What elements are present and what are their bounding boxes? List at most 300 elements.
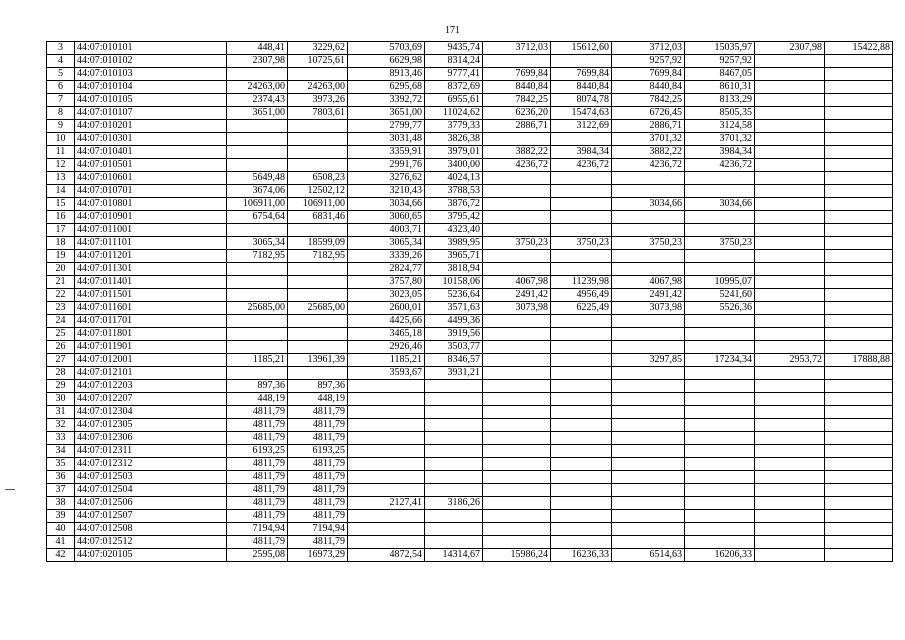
value-cell [483, 471, 551, 484]
cadastral-code-cell: 44:07:011801 [75, 328, 227, 341]
value-cell: 6193,25 [227, 445, 288, 458]
value-cell [483, 315, 551, 328]
value-cell [483, 406, 551, 419]
value-cell: 3065,34 [348, 237, 425, 250]
value-cell: 2926,46 [348, 341, 425, 354]
value-cell [755, 211, 825, 224]
value-cell [551, 484, 612, 497]
value-cell: 3973,26 [288, 94, 348, 107]
value-cell [755, 549, 825, 562]
value-cell: 3124,58 [685, 120, 755, 133]
value-cell: 7182,95 [227, 250, 288, 263]
value-cell [825, 484, 893, 497]
value-cell: 3931,21 [425, 367, 483, 380]
value-cell [755, 419, 825, 432]
value-cell: 3984,34 [685, 146, 755, 159]
value-cell [755, 107, 825, 120]
cadastral-code-cell: 44:07:010401 [75, 146, 227, 159]
value-cell [425, 432, 483, 445]
value-cell: 4811,79 [227, 458, 288, 471]
cadastral-code-cell: 44:07:010102 [75, 55, 227, 68]
value-cell: 16206,33 [685, 549, 755, 562]
table-row [47, 354, 893, 367]
value-cell: 4811,79 [227, 536, 288, 549]
value-cell [551, 328, 612, 341]
value-cell: 4956,49 [551, 289, 612, 302]
value-cell [612, 497, 685, 510]
cadastral-code-cell: 44:07:010104 [75, 81, 227, 94]
value-cell: 5703,69 [348, 42, 425, 55]
row-number-cell: 39 [47, 510, 75, 523]
value-cell [551, 432, 612, 445]
value-cell [348, 419, 425, 432]
table-row [47, 419, 893, 432]
value-cell: 13961,39 [288, 354, 348, 367]
value-cell [755, 523, 825, 536]
value-cell [425, 380, 483, 393]
value-cell: 8467,05 [685, 68, 755, 81]
value-cell [551, 341, 612, 354]
value-cell [483, 523, 551, 536]
value-cell: 3465,18 [348, 328, 425, 341]
value-cell: 8440,84 [612, 81, 685, 94]
value-cell [227, 146, 288, 159]
table-row [47, 55, 893, 68]
value-cell [227, 328, 288, 341]
value-cell [551, 406, 612, 419]
value-cell [755, 237, 825, 250]
value-cell [755, 341, 825, 354]
value-cell: 8133,29 [685, 94, 755, 107]
value-cell: 8074,78 [551, 94, 612, 107]
value-cell: 4811,79 [288, 510, 348, 523]
value-cell: 6193,25 [288, 445, 348, 458]
value-cell [755, 120, 825, 133]
value-cell [612, 367, 685, 380]
value-cell: 3034,66 [612, 198, 685, 211]
value-cell [551, 211, 612, 224]
value-cell: 10158,06 [425, 276, 483, 289]
value-cell: 16973,29 [288, 549, 348, 562]
value-cell [612, 484, 685, 497]
value-cell: 3339,26 [348, 250, 425, 263]
value-cell: 6955,61 [425, 94, 483, 107]
value-cell: 4811,79 [288, 458, 348, 471]
value-cell: 2127,41 [348, 497, 425, 510]
value-cell [755, 445, 825, 458]
value-cell [825, 133, 893, 146]
value-cell: 3788,53 [425, 185, 483, 198]
cadastral-code-cell: 44:07:011201 [75, 250, 227, 263]
value-cell: 9257,92 [685, 55, 755, 68]
table-row [47, 68, 893, 81]
value-cell: 3400,00 [425, 159, 483, 172]
cadastral-code-cell: 44:07:012311 [75, 445, 227, 458]
value-cell [825, 523, 893, 536]
value-cell: 3919,56 [425, 328, 483, 341]
value-cell: 2374,43 [227, 94, 288, 107]
value-cell: 6225,49 [551, 302, 612, 315]
value-cell: 3651,00 [227, 107, 288, 120]
value-cell [612, 328, 685, 341]
value-cell: 3122,69 [551, 120, 612, 133]
value-cell [825, 198, 893, 211]
row-number-cell: 7 [47, 94, 75, 107]
value-cell [425, 510, 483, 523]
value-cell [825, 211, 893, 224]
value-cell [288, 367, 348, 380]
value-cell: 4811,79 [227, 419, 288, 432]
value-cell [551, 55, 612, 68]
value-cell [825, 315, 893, 328]
value-cell [685, 367, 755, 380]
cadastral-code-cell: 44:07:011101 [75, 237, 227, 250]
value-cell [825, 276, 893, 289]
value-cell [685, 224, 755, 237]
value-cell [612, 185, 685, 198]
value-cell [483, 250, 551, 263]
value-cell: 448,41 [227, 42, 288, 55]
value-cell: 7699,84 [612, 68, 685, 81]
value-cell: 10995,07 [685, 276, 755, 289]
value-cell: 25685,00 [288, 302, 348, 315]
value-cell: 6629,98 [348, 55, 425, 68]
cadastral-code-cell: 44:07:010501 [75, 159, 227, 172]
value-cell [825, 406, 893, 419]
value-cell: 4811,79 [227, 432, 288, 445]
value-cell: 3965,71 [425, 250, 483, 263]
value-cell [483, 393, 551, 406]
value-cell: 3031,48 [348, 133, 425, 146]
value-cell: 448,19 [227, 393, 288, 406]
cadastral-code-cell: 44:07:012304 [75, 406, 227, 419]
value-cell: 4499,36 [425, 315, 483, 328]
value-cell [755, 185, 825, 198]
cadastral-code-cell: 44:07:011001 [75, 224, 227, 237]
value-cell [483, 133, 551, 146]
value-cell [685, 523, 755, 536]
value-cell: 6754,64 [227, 211, 288, 224]
row-number-cell: 26 [47, 341, 75, 354]
value-cell [755, 146, 825, 159]
value-cell: 4811,79 [227, 471, 288, 484]
value-cell [425, 393, 483, 406]
value-cell [825, 549, 893, 562]
value-cell [348, 445, 425, 458]
cadastral-code-cell: 44:07:012508 [75, 523, 227, 536]
cadastral-code-cell: 44:07:010901 [75, 211, 227, 224]
value-cell: 897,36 [227, 380, 288, 393]
cadastral-code-cell: 44:07:011601 [75, 302, 227, 315]
value-cell: 7182,95 [288, 250, 348, 263]
value-cell [825, 107, 893, 120]
value-cell [227, 133, 288, 146]
value-cell [755, 276, 825, 289]
value-cell [288, 315, 348, 328]
row-number-cell: 40 [47, 523, 75, 536]
value-cell: 2991,76 [348, 159, 425, 172]
table-row [47, 133, 893, 146]
value-cell [755, 367, 825, 380]
page-number: 171 [445, 25, 460, 36]
value-cell: 3750,23 [483, 237, 551, 250]
value-cell: 9777,41 [425, 68, 483, 81]
value-cell: 4236,72 [551, 159, 612, 172]
row-number-cell: 4 [47, 55, 75, 68]
table-row [47, 250, 893, 263]
value-cell [685, 263, 755, 276]
value-cell: 3593,67 [348, 367, 425, 380]
value-cell: 8505,35 [685, 107, 755, 120]
value-cell [825, 510, 893, 523]
value-cell [483, 224, 551, 237]
value-cell [483, 211, 551, 224]
value-cell [825, 94, 893, 107]
value-cell [483, 55, 551, 68]
value-cell [685, 432, 755, 445]
value-cell: 7842,25 [612, 94, 685, 107]
value-cell: 3712,03 [612, 42, 685, 55]
value-cell [551, 523, 612, 536]
value-cell [612, 172, 685, 185]
cadastral-code-cell: 44:07:011401 [75, 276, 227, 289]
value-cell: 11024,62 [425, 107, 483, 120]
value-cell [288, 289, 348, 302]
cadastral-code-cell: 44:07:012512 [75, 536, 227, 549]
cadastral-price-table [46, 41, 893, 562]
value-cell [483, 484, 551, 497]
table-row [47, 484, 893, 497]
value-cell: 3034,66 [348, 198, 425, 211]
margin-mark [5, 489, 15, 490]
value-cell [348, 523, 425, 536]
value-cell: 3229,62 [288, 42, 348, 55]
cadastral-code-cell: 44:07:011701 [75, 315, 227, 328]
value-cell [551, 133, 612, 146]
value-cell: 3979,01 [425, 146, 483, 159]
value-cell: 4236,72 [612, 159, 685, 172]
row-number-cell: 21 [47, 276, 75, 289]
value-cell: 3073,98 [612, 302, 685, 315]
value-cell: 4811,79 [288, 484, 348, 497]
value-cell [825, 471, 893, 484]
value-cell [755, 172, 825, 185]
value-cell [685, 471, 755, 484]
row-number-cell: 17 [47, 224, 75, 237]
table-row [47, 315, 893, 328]
table-row [47, 237, 893, 250]
row-number-cell: 24 [47, 315, 75, 328]
value-cell [612, 445, 685, 458]
row-number-cell: 16 [47, 211, 75, 224]
value-cell [825, 497, 893, 510]
value-cell: 7194,94 [227, 523, 288, 536]
value-cell: 3701,32 [612, 133, 685, 146]
value-cell: 7699,84 [483, 68, 551, 81]
table-row [47, 81, 893, 94]
value-cell: 4811,79 [288, 471, 348, 484]
table-row [47, 458, 893, 471]
value-cell [755, 289, 825, 302]
value-cell [551, 445, 612, 458]
value-cell [685, 419, 755, 432]
value-cell [425, 458, 483, 471]
value-cell [551, 354, 612, 367]
table-row [47, 471, 893, 484]
value-cell [551, 380, 612, 393]
row-number-cell: 29 [47, 380, 75, 393]
value-cell: 16236,33 [551, 549, 612, 562]
value-cell [755, 159, 825, 172]
table-row [47, 146, 893, 159]
value-cell [825, 341, 893, 354]
value-cell: 3073,98 [483, 302, 551, 315]
row-number-cell: 8 [47, 107, 75, 120]
value-cell [825, 185, 893, 198]
value-cell [825, 380, 893, 393]
value-cell [551, 250, 612, 263]
value-cell [755, 263, 825, 276]
value-cell: 3034,66 [685, 198, 755, 211]
value-cell: 10725,61 [288, 55, 348, 68]
value-cell [551, 315, 612, 328]
value-cell [755, 94, 825, 107]
row-number-cell: 9 [47, 120, 75, 133]
value-cell: 6295,68 [348, 81, 425, 94]
value-cell: 4811,79 [227, 484, 288, 497]
value-cell: 8610,31 [685, 81, 755, 94]
value-cell [825, 237, 893, 250]
value-cell [755, 458, 825, 471]
value-cell [227, 263, 288, 276]
table-row [47, 211, 893, 224]
value-cell [348, 393, 425, 406]
value-cell: 448,19 [288, 393, 348, 406]
value-cell [483, 328, 551, 341]
table-row [47, 523, 893, 536]
value-cell: 3989,95 [425, 237, 483, 250]
value-cell [425, 445, 483, 458]
table-row [47, 263, 893, 276]
cadastral-code-cell: 44:07:012203 [75, 380, 227, 393]
value-cell [612, 523, 685, 536]
value-cell [825, 146, 893, 159]
value-cell [348, 484, 425, 497]
value-cell: 3060,65 [348, 211, 425, 224]
value-cell [227, 68, 288, 81]
value-cell [755, 198, 825, 211]
value-cell: 4067,98 [483, 276, 551, 289]
value-cell [612, 419, 685, 432]
value-cell [755, 224, 825, 237]
table-row [47, 198, 893, 211]
value-cell [755, 406, 825, 419]
value-cell: 3779,33 [425, 120, 483, 133]
value-cell: 3503,77 [425, 341, 483, 354]
table-row [47, 42, 893, 55]
cadastral-code-cell: 44:07:011901 [75, 341, 227, 354]
value-cell: 6514,63 [612, 549, 685, 562]
value-cell [551, 393, 612, 406]
value-cell: 9257,92 [612, 55, 685, 68]
value-cell: 897,36 [288, 380, 348, 393]
value-cell: 3712,03 [483, 42, 551, 55]
value-cell [483, 419, 551, 432]
value-cell [288, 68, 348, 81]
value-cell [425, 406, 483, 419]
cadastral-code-cell: 44:07:010101 [75, 42, 227, 55]
value-cell [227, 120, 288, 133]
cadastral-code-cell: 44:07:012207 [75, 393, 227, 406]
table-row [47, 406, 893, 419]
value-cell: 15474,63 [551, 107, 612, 120]
value-cell [612, 380, 685, 393]
value-cell [612, 510, 685, 523]
value-cell [483, 185, 551, 198]
value-cell: 6508,23 [288, 172, 348, 185]
table-row [47, 510, 893, 523]
value-cell [612, 263, 685, 276]
value-cell [825, 172, 893, 185]
value-cell: 2886,71 [612, 120, 685, 133]
value-cell [685, 341, 755, 354]
value-cell [483, 380, 551, 393]
table-row [47, 185, 893, 198]
value-cell: 8440,84 [483, 81, 551, 94]
cadastral-code-cell: 44:07:010201 [75, 120, 227, 133]
value-cell [483, 198, 551, 211]
value-cell [825, 445, 893, 458]
value-cell [612, 341, 685, 354]
cadastral-code-cell: 44:07:012312 [75, 458, 227, 471]
value-cell: 8372,69 [425, 81, 483, 94]
value-cell: 2799,77 [348, 120, 425, 133]
value-cell: 8913,46 [348, 68, 425, 81]
value-cell: 24263,00 [227, 81, 288, 94]
row-number-cell: 3 [47, 42, 75, 55]
table-row [47, 289, 893, 302]
value-cell [612, 224, 685, 237]
value-cell: 2886,71 [483, 120, 551, 133]
value-cell: 6236,20 [483, 107, 551, 120]
value-cell [755, 250, 825, 263]
table-row [47, 380, 893, 393]
value-cell [825, 302, 893, 315]
cadastral-code-cell: 44:07:011501 [75, 289, 227, 302]
cadastral-code-cell: 44:07:020105 [75, 549, 227, 562]
cadastral-code-cell: 44:07:012506 [75, 497, 227, 510]
value-cell: 4811,79 [227, 497, 288, 510]
value-cell: 4872,54 [348, 549, 425, 562]
value-cell [685, 497, 755, 510]
value-cell: 2953,72 [755, 354, 825, 367]
value-cell [825, 263, 893, 276]
value-cell: 25685,00 [227, 302, 288, 315]
value-cell: 7194,94 [288, 523, 348, 536]
row-number-cell: 12 [47, 159, 75, 172]
row-number-cell: 36 [47, 471, 75, 484]
value-cell [612, 458, 685, 471]
table-row [47, 94, 893, 107]
table-row [47, 159, 893, 172]
value-cell: 8440,84 [551, 81, 612, 94]
value-cell [825, 159, 893, 172]
value-cell: 7699,84 [551, 68, 612, 81]
value-cell: 4425,66 [348, 315, 425, 328]
row-number-cell: 15 [47, 198, 75, 211]
value-cell: 3674,06 [227, 185, 288, 198]
value-cell [755, 484, 825, 497]
